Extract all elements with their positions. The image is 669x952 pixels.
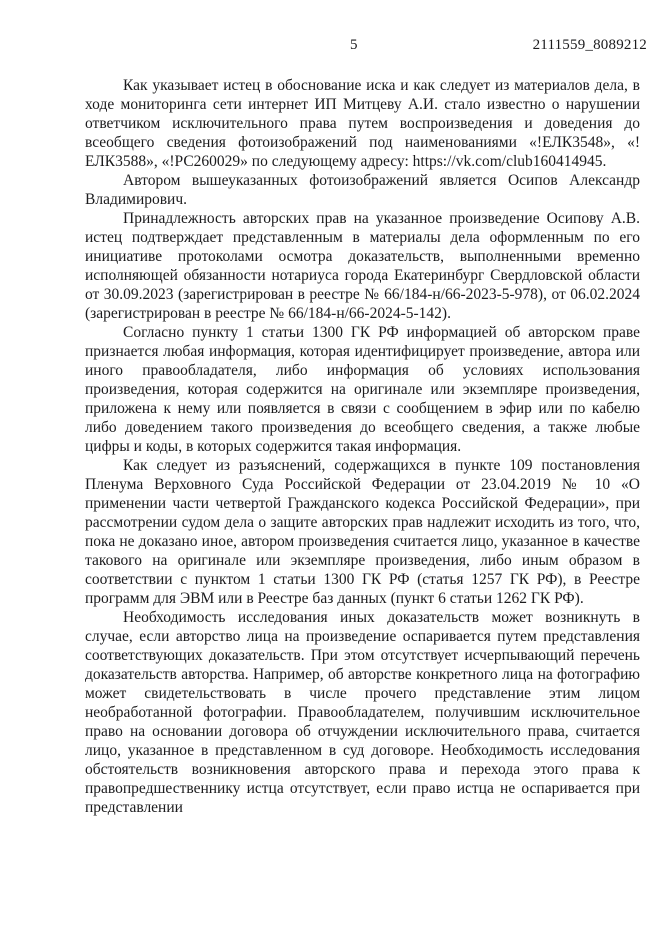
paragraph-notary-protocols: Принадлежность авторских прав на указанное произведение Осипову А.В. истец подтверждает представленным в материалы дела оформленным по его инициативе протоколами осмотра доказательств, выполненными временно исполняющей обязанности нотариуса города Екатеринбург Свердловской области от 30.09.2023 (зарегистрирован в реестре № 66/184-н/66-2023-5-978), от 06.02.2024 (зарегистрирован в реестре № 66/184-н/66-2024-5-142). (85, 210, 640, 322)
paragraph-evidence-necessity: Необходимость исследования иных доказательств может возникнуть в случае, если авторство лица на произведение оспаривается путем представления соответствующих доказательств. При этом отсутствует исчерпывающий перечень доказательств авторства. Например, об авторстве конкретного лица на фотографию может свидетельствовать в числе прочего представление этим лицом необработанной фотографии. Правообладателем, получившим исключительное право на основании договора об отчуждении исключительного права, считается лицо, указанное в представленном в суд договоре. Необходимость исследования обстоятельств возникновения авторского права и перехода этого права к правопредшественнику истца отсутствует, если право истца не оспаривается при представлении (85, 609, 640, 816)
paragraph-article-1300: Согласно пункту 1 статьи 1300 ГК РФ информацией об авторском праве признается любая информация, которая идентифицирует произведение, автора или иного правообладателя, либо информация об условиях использования произведения, которая содержится на оригинале или экземпляре произведения, приложена к нему или появляется в связи с сообщением в эфир или по кабелю либо доведением такого произведения до всеобщего сведения, а также любые цифры и коды, в которых содержится такая информация. (85, 324, 640, 455)
page-header (85, 36, 647, 54)
document-body (85, 76, 640, 817)
document-id: 2111559_8089212 (532, 37, 647, 53)
paragraph-claim-basis: Как указывает истец в обоснование иска и как следует из материалов дела, в ходе мониторинга сети интернет ИП Митцеву А.И. стало известно о нарушении ответчиком исключительного права путем воспроизведения и доведения до всеобщего сведения фотоизображений под наименованиями «!ЕЛК3548», «!ЕЛК3588», «!РС260029» по следующему адресу: https://vk.com/club160414945. (85, 77, 640, 170)
paragraph-plenum-109: Как следует из разъяснений, содержащихся в пункте 109 постановления Пленума Верховного Суда Российской Федерации от 23.04.2019 № 10 «О применении части четвертой Гражданского кодекса Российской Федерации», при рассмотрении судом дела о защите авторских прав надлежит исходить из того, что, пока не доказано иное, автором произведения считается лицо, указанное в качестве такового на оригинале или экземпляре произведения, либо иным образом в соответствии с пунктом 1 статьи 1300 ГК РФ (статья 1257 ГК РФ), в Реестре программ для ЭВМ или в Реестре баз данных (пункт 6 статьи 1262 ГК РФ). (85, 457, 640, 607)
page-number: 5 (350, 37, 358, 53)
paragraph-author-statement: Автором вышеуказанных фотоизображений является Осипов Александр Владимирович. (85, 172, 640, 208)
